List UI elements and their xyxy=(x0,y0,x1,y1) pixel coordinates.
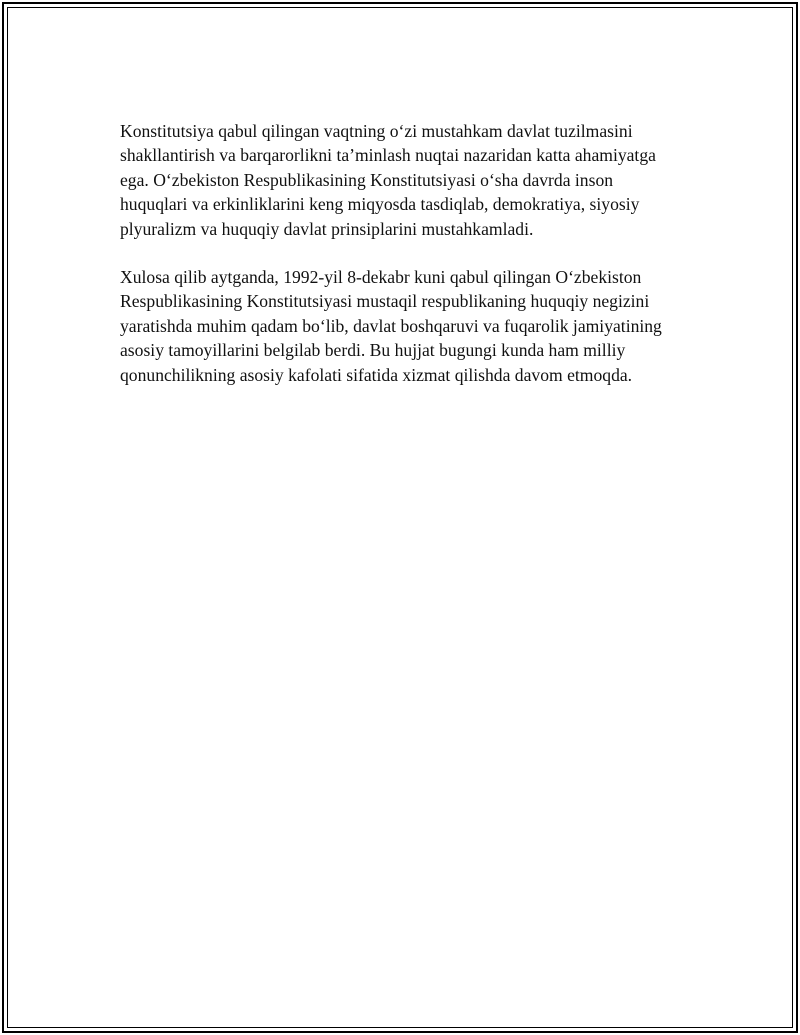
paragraph-line: Xulosa qilib aytganda, 1992-yil 8-dekabr kuni qabul qilingan O‘zbekiston xyxy=(120,267,642,288)
paragraph-line: huquqlari va erkinliklarini keng miqyosda tasdiqlab, demokratiya, siyosiy xyxy=(120,194,640,215)
paragraph-line: ega. O‘zbekiston Respublikasining Konstitutsiyasi o‘sha davrda inson xyxy=(120,169,614,190)
paragraph-2 xyxy=(120,265,700,387)
page-border xyxy=(2,2,798,1033)
page-border-inner xyxy=(7,7,793,1028)
paragraph-line: Konstitutsiya qabul qilingan vaqtning o‘zi mustahkam davlat tuzilmasini xyxy=(120,121,633,141)
paragraph-1 xyxy=(120,119,700,241)
document-body xyxy=(120,119,700,411)
paragraph-line: plyuralizm va huquqiy davlat prinsiplarini mustahkamladi. xyxy=(120,218,534,239)
paragraph-line: yaratishda muhim qadam bo‘lib, davlat boshqaruvi va fuqarolik jamiyatining xyxy=(120,315,662,336)
paragraph-line: asosiy tamoyillarini belgilab berdi. Bu hujjat bugungi kunda ham milliy xyxy=(120,340,626,361)
paragraph-line: Respublikasining Konstitutsiyasi mustaqil respublikaning huquqiy negizini xyxy=(120,291,650,312)
paragraph-line: qonunchilikning asosiy kafolati sifatida xizmat qilishda davom etmoqda. xyxy=(120,364,633,385)
paragraph-line: shakllantirish va barqarorlikni ta’minlash nuqtai nazaridan katta ahamiyatga xyxy=(120,145,656,166)
